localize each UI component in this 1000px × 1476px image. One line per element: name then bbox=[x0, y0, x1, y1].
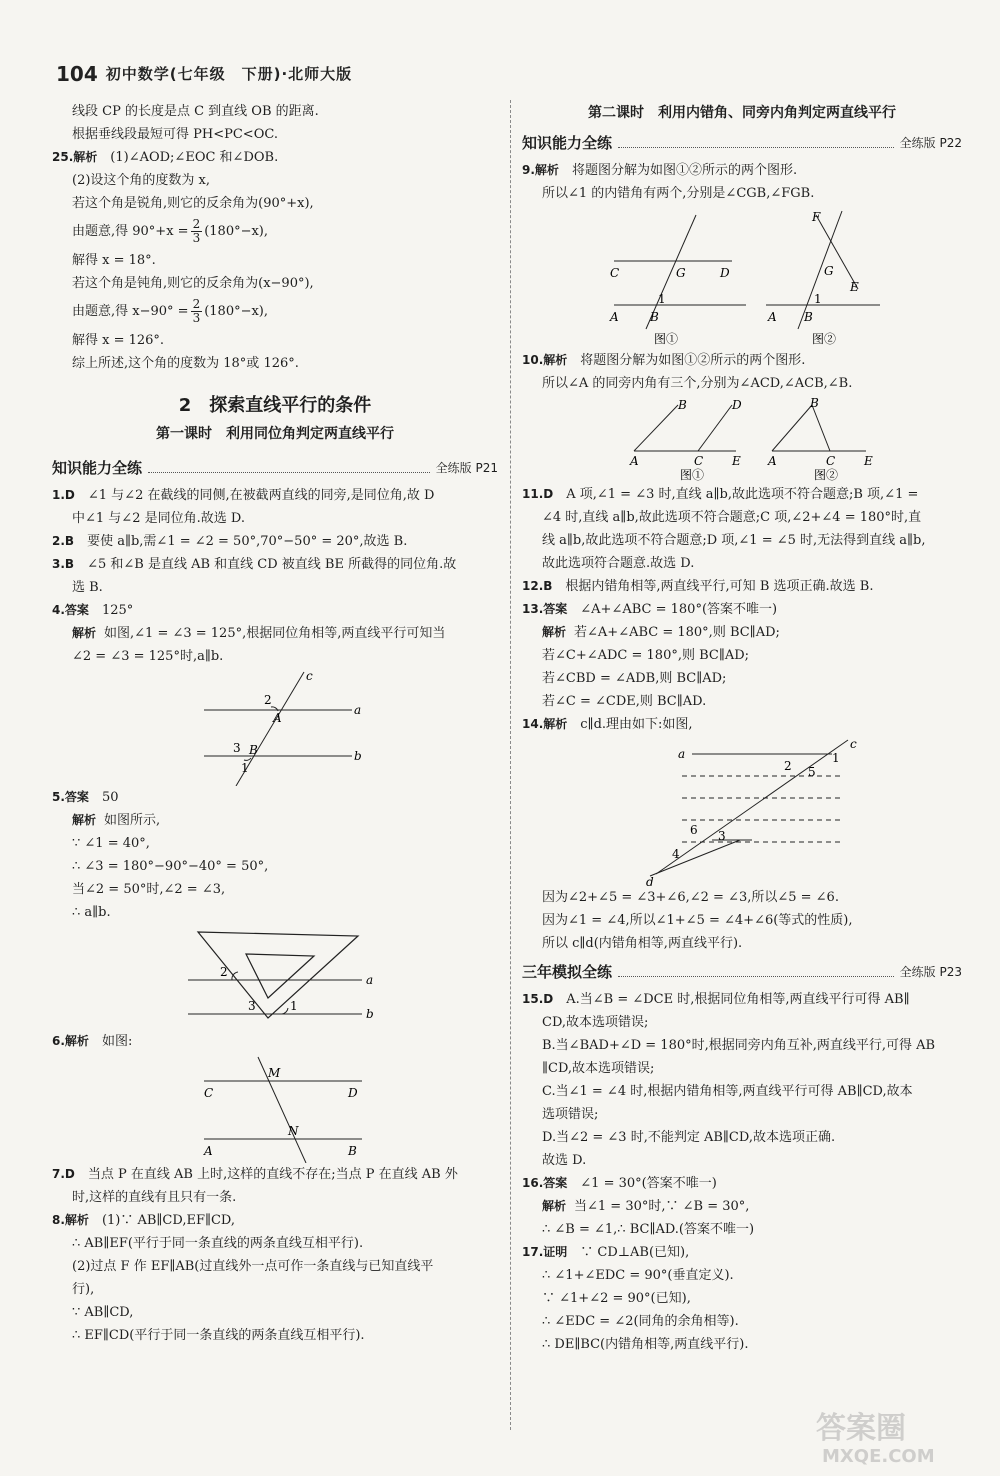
question-25 bbox=[52, 146, 498, 375]
answer-line: 如图,∠1 = ∠3 = 125°,根据同位角相等,两直线平行可知当 bbox=[104, 626, 446, 641]
fraction: $\frac{2}{3}$ bbox=[192, 217, 201, 245]
label-a: a bbox=[366, 973, 374, 987]
question-15 bbox=[522, 988, 962, 1172]
label-C: C bbox=[204, 1086, 214, 1100]
book-title: 初中数学(七年级 下册)·北师大版 bbox=[105, 64, 353, 83]
answer-line: A.当∠B = ∠DCE 时,根据同位角相等,两直线平行可得 AB∥ bbox=[566, 992, 910, 1007]
question-number: 1.D bbox=[52, 488, 75, 502]
question-14 bbox=[522, 713, 962, 955]
section-bar bbox=[52, 457, 498, 480]
label-5: 5 bbox=[808, 765, 816, 779]
label-B: B bbox=[678, 398, 687, 412]
bar-title: 知识能力全练 bbox=[522, 134, 613, 152]
answer-line: 所以 c∥d(内错角相等,两直线平行). bbox=[542, 936, 743, 951]
question-2 bbox=[52, 530, 498, 553]
figure-caption: 图① bbox=[680, 468, 705, 482]
label-A: A bbox=[273, 711, 282, 725]
column-divider bbox=[510, 100, 511, 1430]
answer-line: c∥d.理由如下:如图, bbox=[580, 717, 693, 732]
question-11 bbox=[522, 483, 962, 575]
dotted-leader bbox=[148, 472, 430, 473]
label-C: C bbox=[610, 266, 620, 280]
label-2: 2 bbox=[784, 759, 792, 773]
answer-line: 当∠1 = 30°时,∵ ∠B = 30°, bbox=[574, 1199, 750, 1214]
label-b: b bbox=[354, 749, 362, 763]
question-16 bbox=[522, 1172, 962, 1241]
label-4: 4 bbox=[672, 847, 680, 861]
question-1 bbox=[52, 484, 498, 530]
answer-line: 若∠A+∠ABC = 180°,则 BC∥AD; bbox=[574, 625, 780, 640]
question-number: 4.答案 bbox=[52, 603, 89, 617]
label-B: B bbox=[348, 1144, 357, 1158]
label-B: B bbox=[249, 743, 258, 757]
answer-line: 如图所示, bbox=[104, 813, 161, 828]
question-number: 16.答案 bbox=[522, 1176, 568, 1190]
answer-line: C.当∠1 = ∠4 时,根据内错角相等,两直线平行可得 AB∥CD,故本 bbox=[542, 1084, 913, 1099]
question-number: 5.答案 bbox=[52, 790, 89, 804]
label-b: b bbox=[366, 1007, 374, 1021]
label-E: E bbox=[732, 454, 741, 468]
question-3 bbox=[52, 553, 498, 599]
bar-title: 三年模拟全练 bbox=[522, 963, 613, 981]
label-6: 6 bbox=[690, 823, 698, 837]
label-A: A bbox=[768, 310, 777, 324]
answer-line: 若这个角是钝角,则它的反余角为(x−90°), bbox=[72, 276, 314, 291]
answer-line: 如图: bbox=[101, 1034, 133, 1049]
answer-line: 行), bbox=[72, 1282, 95, 1297]
figure-two-diagrams bbox=[522, 205, 962, 349]
angle-arc bbox=[232, 972, 238, 980]
label-1: 1 bbox=[832, 751, 840, 765]
dotted-leader bbox=[618, 976, 894, 977]
answer-line: 若这个角是锐角,则它的反余角为(90°+x), bbox=[72, 196, 314, 211]
page-header bbox=[56, 60, 352, 88]
label-F: F bbox=[812, 210, 821, 224]
answer-line: ∥CD,故本选项错误; bbox=[542, 1061, 655, 1076]
label-E: E bbox=[864, 454, 873, 468]
answer-line: 故此选项符合题意.故选 D. bbox=[542, 556, 695, 571]
right-column bbox=[522, 100, 962, 1356]
label-A: A bbox=[610, 310, 619, 324]
question-number: 15.D bbox=[522, 992, 554, 1006]
label-D: D bbox=[720, 266, 730, 280]
bar-title: 知识能力全练 bbox=[52, 459, 143, 477]
label-N: N bbox=[288, 1124, 299, 1138]
answer-line: 解得 x = 18°. bbox=[72, 253, 156, 268]
answer-line: ∠4 时,直线 a∥b,故此选项不符合题意;C 项,∠2+∠4 = 180°时,直 bbox=[542, 510, 922, 525]
question-number: 6.解析 bbox=[52, 1034, 89, 1048]
bar-ref: 全练版 P21 bbox=[435, 461, 498, 475]
question-number: 9.解析 bbox=[522, 163, 559, 177]
question-number: 17.证明 bbox=[522, 1245, 568, 1259]
answer-line: 要使 a∥b,需∠1 = ∠2 = 50°,70°−50° = 20°,故选 B. bbox=[87, 534, 408, 549]
question-7 bbox=[52, 1163, 498, 1209]
equation-line: 由题意,得 x−90° = $\frac{2}{3}$ (180°−x), bbox=[72, 297, 269, 325]
watermark-url: MXQE.COM bbox=[822, 1446, 935, 1467]
answer-line: ∴ ∠3 = 180°−90°−40° = 50°, bbox=[72, 859, 269, 874]
question-number: 25.解析 bbox=[52, 150, 98, 164]
question-12 bbox=[522, 575, 962, 598]
analysis-tag: 解析 bbox=[542, 1199, 567, 1213]
question-number: 8.解析 bbox=[52, 1213, 89, 1227]
answer-line: 若∠C+∠ADC = 180°,则 BC∥AD; bbox=[542, 648, 750, 663]
answer-line: 当∠2 = 50°时,∠2 = ∠3, bbox=[72, 882, 226, 897]
label-E: E bbox=[850, 280, 859, 294]
label-A: A bbox=[204, 1144, 213, 1158]
answer-line: (1)∠AOD;∠EOC 和∠DOB. bbox=[110, 150, 279, 165]
label-3: 3 bbox=[233, 741, 241, 755]
figure-parallel-lines-transversal bbox=[52, 668, 498, 786]
answer-line: 中∠1 与∠2 是同位角.故选 D. bbox=[72, 511, 245, 526]
analysis-tag: 解析 bbox=[72, 813, 97, 827]
answer-line: 若∠CBD = ∠ADB,则 BC∥AD; bbox=[542, 671, 727, 686]
figure-caption: 图① bbox=[654, 332, 679, 346]
line-fe bbox=[816, 215, 858, 289]
figure-caption: 图② bbox=[814, 468, 839, 482]
label-c: c bbox=[306, 669, 313, 683]
line-bc-2 bbox=[812, 405, 830, 451]
label-B: B bbox=[810, 396, 819, 410]
answer-line: 故选 D. bbox=[542, 1153, 587, 1168]
answer-line: A 项,∠1 = ∠3 时,直线 a∥b,故此选项不符合题意;B 项,∠1 = bbox=[566, 487, 919, 502]
fraction: $\frac{2}{3}$ bbox=[192, 297, 201, 325]
answer-line: ∵ ∠1+∠2 = 90°(已知), bbox=[542, 1291, 691, 1306]
question-number: 13.答案 bbox=[522, 602, 568, 616]
section-title: 2 探索直线平行的条件 bbox=[178, 395, 372, 416]
answer-line: ∴ ∠B = ∠1,∴ BC∥AD.(答案不唯一) bbox=[542, 1222, 755, 1237]
figure-parallel-lines-mn bbox=[52, 1053, 498, 1163]
answer-line: ∵ ∠1 = 40°, bbox=[72, 836, 150, 851]
question-8 bbox=[52, 1209, 498, 1347]
label-2: 2 bbox=[264, 693, 272, 707]
answer-line: CD,故本选项错误; bbox=[542, 1015, 649, 1030]
analysis-tag: 解析 bbox=[542, 625, 567, 639]
answer-line: 因为∠1 = ∠4,所以∠1+∠5 = ∠4+∠6(等式的性质), bbox=[542, 913, 853, 928]
label-1: 1 bbox=[814, 292, 822, 306]
answer-line: D.当∠2 = ∠3 时,不能判定 AB∥CD,故本选项正确. bbox=[542, 1130, 836, 1145]
label-3: 3 bbox=[248, 999, 256, 1013]
question-number: 10.解析 bbox=[522, 353, 568, 367]
line-d bbox=[650, 840, 740, 876]
equation-line: 由题意,得 90°+x = $\frac{2}{3}$ (180°−x), bbox=[72, 217, 269, 245]
line-cd bbox=[698, 405, 732, 451]
label-A: A bbox=[630, 454, 639, 468]
answer-line: ∠1 与∠2 在截线的同侧,在被截两直线的同旁,是同位角,故 D bbox=[87, 488, 435, 503]
dotted-leader bbox=[618, 147, 894, 148]
answer-line: 当点 P 在直线 AB 上时,这样的直线不存在;当点 P 在直线 AB 外 bbox=[87, 1167, 458, 1182]
question-number: 11.D bbox=[522, 487, 554, 501]
answer-line: 所以∠1 的内错角有两个,分别是∠CGB,∠FGB. bbox=[542, 186, 815, 201]
answer-line: 综上所述,这个角的度数为 18°或 126°. bbox=[72, 356, 299, 371]
question-number: 12.B bbox=[522, 579, 553, 593]
label-M: M bbox=[268, 1066, 281, 1080]
question-number: 2.B bbox=[52, 534, 75, 548]
figure-two-diagrams-b bbox=[522, 395, 962, 483]
answer-line: 时,这样的直线有且只有一条. bbox=[72, 1190, 237, 1205]
question-number: 14.解析 bbox=[522, 717, 568, 731]
answer-line: ∴ AB∥EF(平行于同一条直线的两条直线互相平行). bbox=[72, 1236, 364, 1251]
lesson-title: 第二课时 利用内错角、同旁内角判定两直线平行 bbox=[588, 105, 896, 121]
triangle-inner bbox=[246, 954, 314, 998]
label-a: a bbox=[354, 703, 362, 717]
analysis-tag: 解析 bbox=[72, 626, 97, 640]
answer-line: 线 a∥b,故此选项不符合题意;D 项,∠1 = ∠5 时,无法得到直线 a∥b, bbox=[542, 533, 926, 548]
text-line: 根据垂线段最短可得 PH<PC<OC. bbox=[72, 127, 278, 142]
answer-line: 解得 x = 126°. bbox=[72, 333, 165, 348]
answer-line: 选项错误; bbox=[542, 1107, 599, 1122]
answer-line: (1)∵ AB∥CD,EF∥CD, bbox=[101, 1213, 236, 1228]
bar-ref: 全练版 P23 bbox=[899, 965, 962, 979]
lesson-title: 第一课时 利用同位角判定两直线平行 bbox=[156, 426, 394, 442]
label-a: a bbox=[678, 747, 686, 761]
question-4 bbox=[52, 599, 498, 786]
figure-parallel-dashed bbox=[522, 736, 962, 886]
label-G: G bbox=[824, 264, 834, 278]
answer-line: ∴ DE∥BC(内错角相等,两直线平行). bbox=[542, 1337, 749, 1352]
answer-line: ∠2 = ∠3 = 125°时,a∥b. bbox=[72, 649, 224, 664]
answer-line: ∵ CD⊥AB(已知), bbox=[580, 1245, 690, 1260]
label-2: 2 bbox=[220, 965, 228, 979]
label-B: B bbox=[650, 310, 659, 324]
question-13 bbox=[522, 598, 962, 713]
question-17 bbox=[522, 1241, 962, 1356]
figure-caption: 图② bbox=[812, 332, 837, 346]
answer-line: (2)设这个角的度数为 x, bbox=[72, 173, 211, 188]
answer-line: 根据内错角相等,两直线平行,可知 B 选项正确.故选 B. bbox=[565, 579, 874, 594]
line-ab bbox=[634, 405, 678, 451]
angle-arc bbox=[282, 1008, 288, 1014]
watermark-logo bbox=[808, 1404, 978, 1468]
bar-ref: 全练版 P22 bbox=[899, 136, 962, 150]
answer-line: 所以∠A 的同旁内角有三个,分别为∠ACD,∠ACB,∠B. bbox=[542, 376, 853, 391]
figure-triangle-ruler bbox=[52, 924, 498, 1030]
answer-line: (2)过点 F 作 EF∥AB(过直线外一点可作一条直线与已知直线平 bbox=[72, 1259, 434, 1274]
answer-line: ∴ EF∥CD(平行于同一条直线的两条直线互相平行). bbox=[72, 1328, 365, 1343]
label-1: 1 bbox=[241, 761, 249, 775]
label-3: 3 bbox=[718, 829, 726, 843]
transversal bbox=[258, 1057, 306, 1163]
answer-value: ∠A+∠ABC = 180°(答案不唯一) bbox=[580, 602, 778, 617]
answer-line: ∴ ∠1+∠EDC = 90°(垂直定义). bbox=[542, 1268, 734, 1283]
answer-line: 选 B. bbox=[72, 580, 103, 595]
answer-line: 因为∠2+∠5 = ∠3+∠6,∠2 = ∠3,所以∠5 = ∠6. bbox=[542, 890, 839, 905]
answer-line: ∴ a∥b. bbox=[72, 905, 111, 920]
label-1: 1 bbox=[658, 292, 666, 306]
label-c: c bbox=[850, 737, 857, 751]
answer-line: 若∠C = ∠CDE,则 BC∥AD. bbox=[542, 694, 707, 709]
question-number: 3.B bbox=[52, 557, 75, 571]
answer-line: ∵ AB∥CD, bbox=[72, 1305, 134, 1320]
label-d: d bbox=[646, 875, 654, 886]
left-column bbox=[52, 100, 498, 1347]
label-D: D bbox=[732, 398, 742, 412]
label-D: D bbox=[348, 1086, 358, 1100]
label-C: C bbox=[826, 454, 836, 468]
answer-line: 将题图分解为如图①②所示的两个图形. bbox=[580, 353, 806, 368]
label-A: A bbox=[768, 454, 777, 468]
answer-line: B.当∠BAD+∠D = 180°时,根据同旁内角互补,两直线平行,可得 AB bbox=[542, 1038, 936, 1053]
question-6 bbox=[52, 1030, 498, 1163]
answer-value: 125° bbox=[101, 603, 134, 618]
answer-line: ∴ ∠EDC = ∠2(同角的余角相等). bbox=[542, 1314, 739, 1329]
question-10 bbox=[522, 349, 962, 483]
label-C: C bbox=[694, 454, 704, 468]
label-B: B bbox=[804, 310, 813, 324]
question-number: 7.D bbox=[52, 1167, 75, 1181]
question-9 bbox=[522, 159, 962, 349]
text-line: 线段 CP 的长度是点 C 到直线 OB 的距离. bbox=[72, 104, 319, 119]
answer-line: 将题图分解为如图①②所示的两个图形. bbox=[571, 163, 798, 178]
answer-value: ∠1 = 30°(答案不唯一) bbox=[580, 1176, 717, 1191]
section-bar bbox=[522, 961, 962, 984]
section-bar bbox=[522, 132, 962, 155]
answer-line: ∠5 和∠B 是直线 AB 和直线 CD 被直线 BE 所截得的同位角.故 bbox=[87, 557, 457, 572]
watermark-text: 答案圈 bbox=[816, 1411, 906, 1446]
label-G: G bbox=[676, 266, 686, 280]
answer-value: 50 bbox=[101, 790, 119, 805]
question-5 bbox=[52, 786, 498, 1030]
label-1: 1 bbox=[290, 999, 298, 1013]
page-number: 104 bbox=[56, 61, 98, 86]
line-ab-2 bbox=[772, 405, 812, 451]
